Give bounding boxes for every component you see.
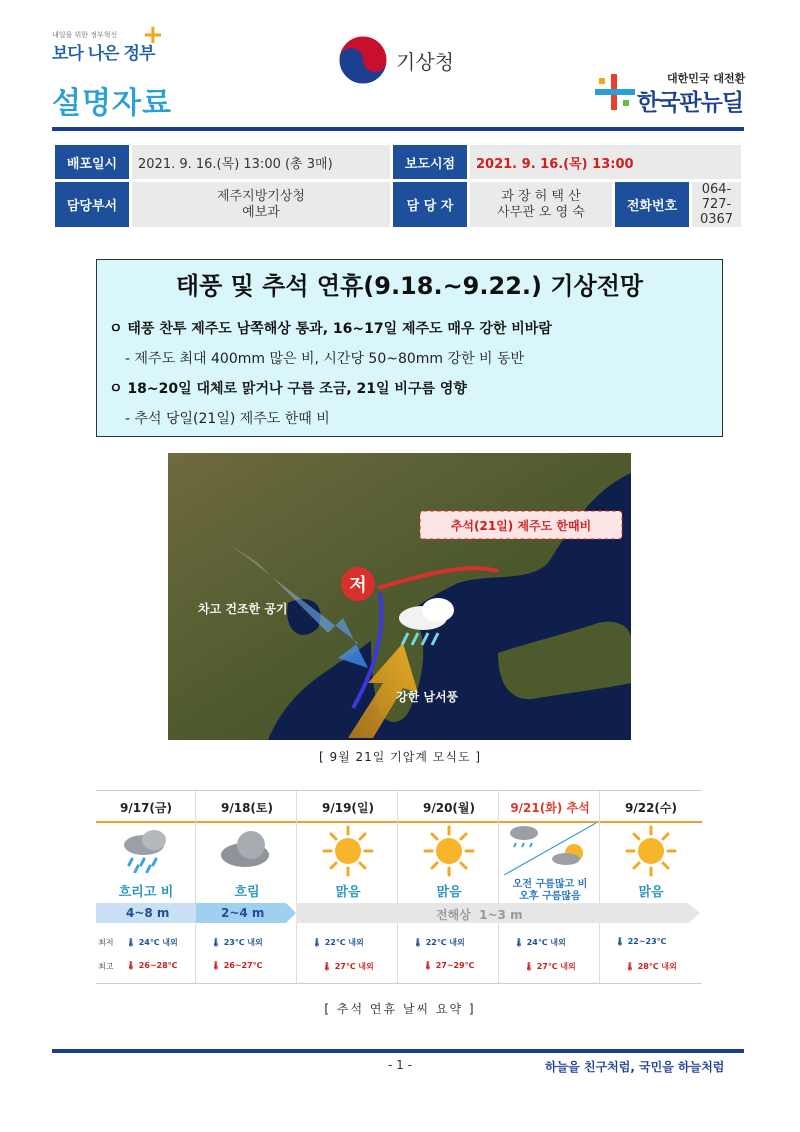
department-line-1: 제주지방기상청: [217, 188, 305, 204]
min-temp: 🌡 24℃ 내외: [126, 938, 178, 947]
summary-sub-2: - 추석 당일(21일) 제주도 한때 비: [125, 411, 330, 427]
thermometer-cold-icon: 🌡: [312, 938, 323, 947]
forecast-condition: 맑음: [436, 885, 462, 900]
pressure-pattern-map: [168, 453, 631, 740]
max-temp: 🌡 27℃ 내외: [322, 962, 374, 971]
forecast-day-2: [197, 791, 297, 983]
agency-name: 기상청: [396, 50, 454, 74]
forecast-day-5: [500, 791, 600, 983]
forecast-date: 9/19(일): [322, 801, 374, 815]
cold-air-label: 차고 건조한 공기: [198, 602, 288, 616]
new-deal-small-text: 대한민국 대전환: [667, 72, 746, 85]
map-banner-text: 추석(21일) 제주도 한때비: [450, 519, 592, 533]
max-temp: 🌡 27~29℃: [423, 961, 475, 970]
gov-logo-text: 보다 나은 정부: [52, 44, 155, 64]
sun-icon: [322, 825, 374, 877]
gov-logo-small-text: 내일을 위한 정부혁신: [52, 31, 118, 39]
contact-person-label: 담 당 자: [393, 182, 467, 227]
release-info-table: [52, 142, 744, 230]
wave-height-2: 2~4 m: [221, 906, 265, 920]
min-temp: 🌡 22~23℃: [615, 937, 667, 946]
phone-label: 전화번호: [615, 182, 689, 227]
cloud-rain-sun-icon: [504, 823, 596, 875]
new-deal-emblem-icon: [595, 74, 635, 110]
press-time-label: 보도시점: [393, 145, 467, 179]
department-line-2: 예보과: [242, 204, 280, 220]
sun-icon: [423, 825, 475, 877]
thermometer-hot-icon: 🌡: [126, 961, 137, 970]
max-temp: 🌡 26~28℃: [126, 961, 178, 970]
summary-sub-1: - 제주도 최대 400mm 많은 비, 시간당 50~80mm 강한 비 동반: [125, 351, 525, 367]
gov-innovation-logo: [52, 20, 182, 70]
press-time-value: 2021. 9. 16.(목) 13:00: [470, 145, 741, 179]
forecast-caption: [ 추석 연휴 날씨 요약 ]: [324, 1002, 476, 1016]
low-pressure-label: 저: [349, 575, 367, 596]
min-temp: 🌡 23℃ 내외: [211, 938, 263, 947]
footer-slogan: 하늘을 친구처럼, 국민을 하늘처럼: [545, 1060, 725, 1074]
summary-bullet-2: ㅇ 18~20일 대체로 맑거나 구름 조금, 21일 비구름 영향: [109, 381, 467, 397]
min-temp: 🌡 24℃ 내외: [514, 938, 566, 947]
forecast-condition: 오전 구름많고 비 오후 구름많음: [512, 879, 588, 902]
footer-divider: [52, 1049, 744, 1053]
thermometer-cold-icon: 🌡: [211, 938, 222, 947]
thermometer-cold-icon: 🌡: [413, 938, 424, 947]
cloud-icon: [219, 829, 275, 869]
summary-title: 태풍 및 추석 연휴(9.18.~9.22.) 기상전망: [175, 272, 644, 300]
forecast-condition: 흐림: [234, 885, 260, 900]
summary-box: [96, 259, 723, 437]
min-temp: 🌡 22℃ 내외: [312, 938, 364, 947]
forecast-date: 9/21(화) 추석: [510, 801, 590, 815]
thermometer-hot-icon: 🌡: [211, 961, 222, 970]
southwest-wind-label: 강한 남서풍: [396, 690, 459, 704]
thermometer-hot-icon: 🌡: [423, 961, 434, 970]
page-number: - 1 -: [388, 1058, 412, 1072]
wave-height-3: 전해상 1~3 m: [436, 908, 523, 922]
min-temp: 🌡 22℃ 내외: [413, 938, 465, 947]
forecast-date: 9/18(토): [221, 801, 273, 815]
max-temp-label: 최고: [98, 962, 114, 971]
kma-logo: [337, 34, 454, 84]
sun-icon: [625, 825, 677, 877]
forecast-date: 9/17(금): [120, 801, 172, 815]
rain-cloud-icon: [120, 829, 174, 873]
release-date-label: 배포일시: [55, 145, 129, 179]
forecast-day-6: [601, 791, 701, 983]
plus-icon: +: [142, 20, 164, 50]
department-label: 담당부서: [55, 182, 129, 227]
forecast-condition: 흐리고 비: [118, 885, 174, 900]
max-temp: 🌡 26~27℃: [211, 961, 263, 970]
min-temp-label: 최저: [98, 938, 114, 947]
thermometer-cold-icon: 🌡: [615, 937, 626, 946]
max-temp: 🌡 27℃ 내외: [524, 962, 576, 971]
thermometer-hot-icon: 🌡: [524, 962, 535, 971]
document-type-title: 설명자료: [52, 86, 172, 121]
summary-bullet-1: ㅇ 태풍 찬투 제주도 남쪽해상 통과, 16~17일 제주도 매우 강한 비바람: [109, 321, 552, 337]
contact-line-2: 사무관 오 영 숙: [497, 204, 585, 220]
forecast-table: [96, 790, 702, 984]
thermometer-hot-icon: 🌡: [625, 962, 636, 971]
forecast-day-1: [96, 791, 196, 983]
release-date-value: 2021. 9. 16.(목) 13:00 (총 3매): [132, 145, 390, 179]
thermometer-cold-icon: 🌡: [514, 938, 525, 947]
new-deal-text: 한국판뉴딜: [637, 90, 744, 116]
wave-height-1: 4~8 m: [126, 906, 170, 920]
forecast-date: 9/20(월): [423, 801, 475, 815]
header-divider: [52, 127, 744, 131]
forecast-day-4: [399, 791, 499, 983]
map-caption: [ 9월 21일 기압계 모식도 ]: [318, 750, 482, 764]
taegeuk-emblem-icon: [337, 34, 389, 86]
forecast-condition: 맑음: [335, 885, 361, 900]
max-temp: 🌡 28℃ 내외: [625, 962, 677, 971]
forecast-day-3: [298, 791, 398, 983]
thermometer-hot-icon: 🌡: [322, 962, 333, 971]
forecast-date: 9/22(수): [625, 801, 677, 815]
satellite-map-graphic: [168, 453, 631, 740]
thermometer-cold-icon: 🌡: [126, 938, 137, 947]
phone-value: 064-727-0367: [692, 182, 741, 227]
wave-height-band: [96, 899, 702, 927]
contact-line-1: 과 장 허 택 산: [501, 188, 581, 204]
forecast-condition: 맑음: [638, 885, 664, 900]
contact-person-value: [470, 182, 612, 227]
department-value: [132, 182, 390, 227]
